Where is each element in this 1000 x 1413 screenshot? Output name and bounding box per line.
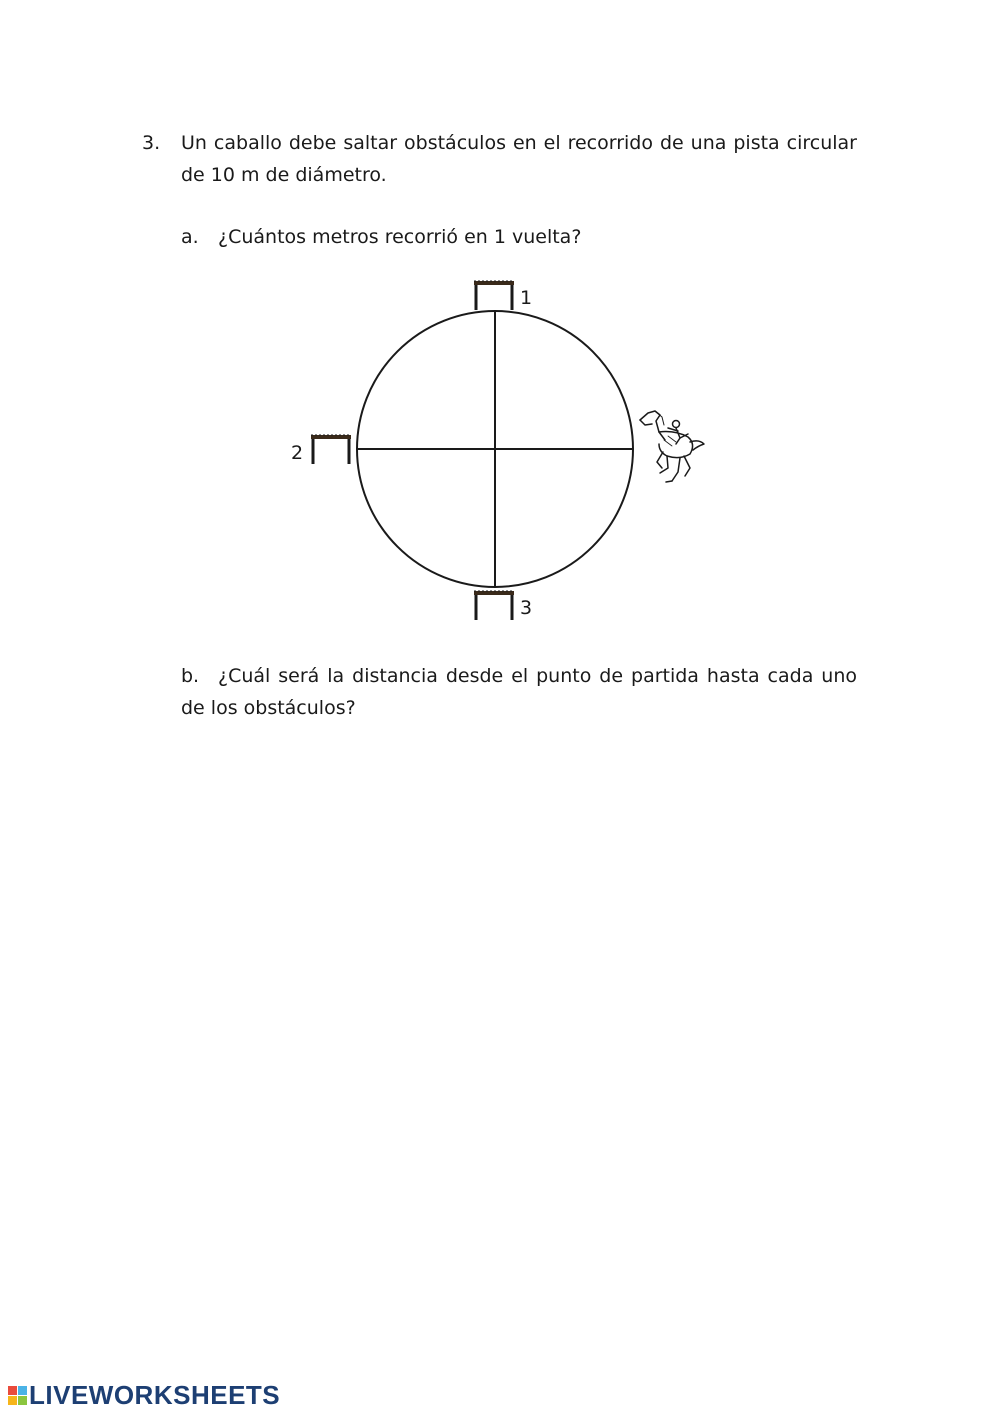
obstacle-1-label: 1	[520, 287, 533, 309]
subquestion-b-text: ¿Cuál será la distancia desde el punto de partida hasta cada uno de los obstáculos?	[181, 665, 857, 719]
obstacle-2-label: 2	[291, 442, 304, 464]
liveworksheets-logo	[8, 1378, 280, 1412]
obstacle-3-label: 3	[520, 597, 533, 619]
logo-blocks-icon	[8, 1386, 27, 1405]
logo-block	[18, 1386, 27, 1395]
obstacle-1-icon	[474, 281, 514, 310]
obstacle-3-icon	[474, 591, 514, 620]
question-text: Un caballo debe saltar obstáculos en el recorrido de una pista circular de 10 m de diámetro.	[181, 132, 857, 186]
question-number: 3.	[142, 132, 161, 154]
horse-rider-icon	[640, 411, 704, 482]
logo-block	[8, 1396, 17, 1405]
footer-brand-text: LIVEWORKSHEETS	[29, 1379, 281, 1410]
logo-block	[8, 1386, 17, 1395]
subquestion-a-text: ¿Cuántos metros recorrió en 1 vuelta?	[218, 226, 582, 248]
logo-block	[18, 1396, 27, 1405]
subquestion-b-marker: b.	[181, 665, 200, 687]
subquestion-a-marker: a.	[181, 226, 199, 248]
obstacle-2-icon	[311, 435, 351, 464]
